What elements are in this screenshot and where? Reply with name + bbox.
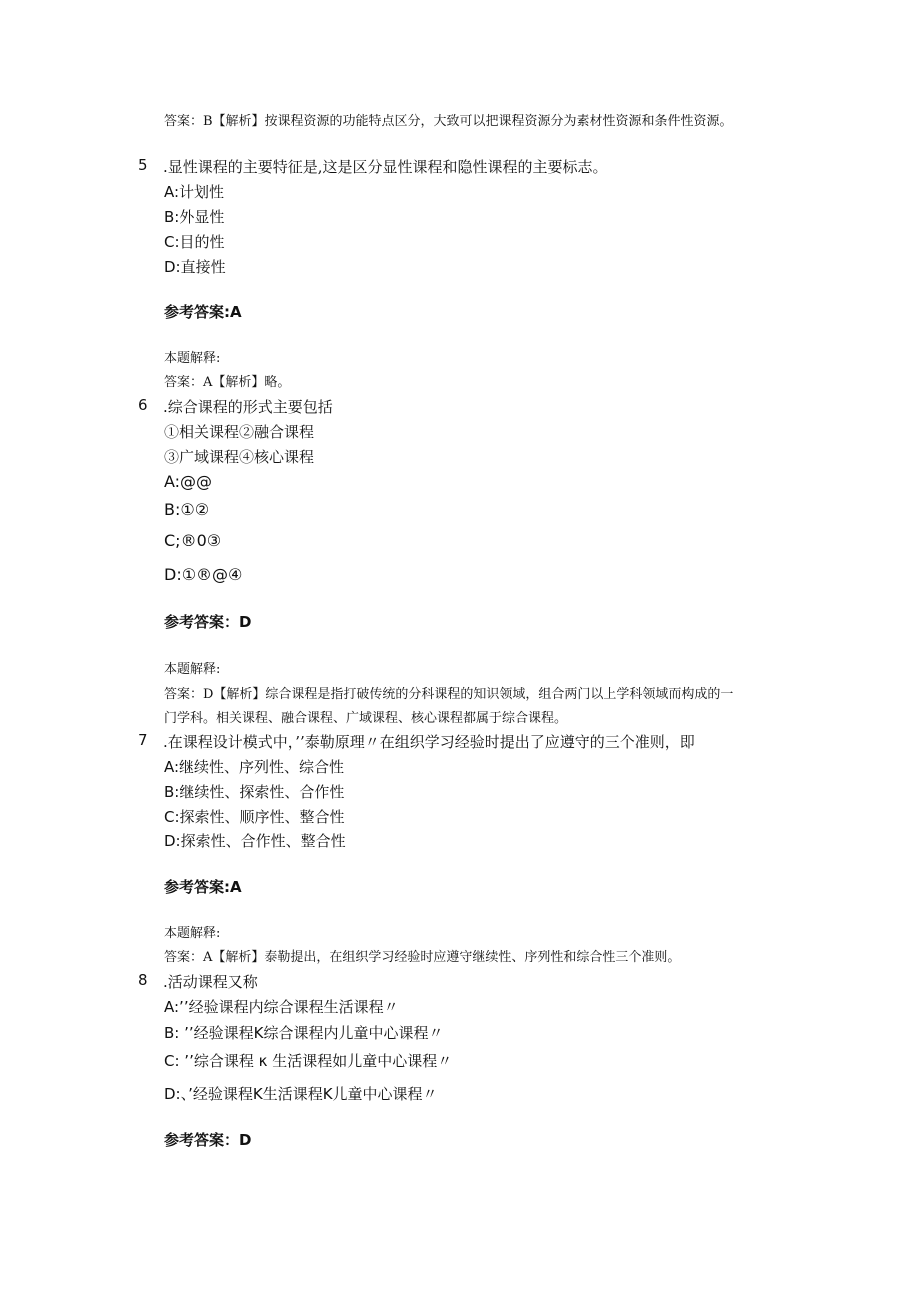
explanation-line: 门学科。相关课程、融合课程、广域课程、核心课程都属于综合课程。 — [164, 711, 568, 726]
option-c: C:目的性 — [164, 233, 225, 251]
explanation-title: 本题解释: — [164, 926, 221, 941]
option-a: A:@@ — [164, 472, 213, 491]
question-number: 6 — [138, 396, 148, 414]
reference-answer: 参考答案：D — [164, 613, 252, 631]
option-c: C;®0③ — [164, 531, 222, 550]
question-number: 7 — [138, 731, 148, 749]
option-a: A:计划性 — [164, 183, 225, 201]
reference-answer: 参考答案:A — [164, 303, 242, 321]
option-b: B:外显性 — [164, 208, 225, 226]
option-b: B: ’’经验课程K综合课程内儿童中心课程〃 — [164, 1024, 444, 1042]
option-d: D:探索性、合作性、整合性 — [164, 832, 346, 850]
question-stem: .综合课程的形式主要包括 — [163, 398, 333, 416]
option-c: C:探索性、顺序性、整合性 — [164, 808, 345, 826]
option-a: A:’’经验课程内综合课程生活课程〃 — [164, 998, 399, 1016]
question-stem-item: ③广域课程④核心课程 — [164, 448, 315, 466]
option-b: B:①② — [164, 500, 210, 519]
explanation-line: 答案：A【解析】略。 — [164, 375, 291, 390]
explanation-title: 本题解释: — [164, 662, 221, 677]
option-c: C: ’’综合课程 κ 生活课程如儿童中心课程〃 — [164, 1052, 453, 1070]
option-b: B:继续性、探索性、合作性 — [164, 783, 345, 801]
question-number: 5 — [138, 156, 148, 174]
question-stem: .显性课程的主要特征是,这是区分显性课程和隐性课程的主要标志。 — [163, 158, 608, 176]
explanation-title: 本题解释: — [164, 351, 221, 366]
question-stem: .活动课程又称 — [163, 973, 258, 991]
explanation-line: 答案：B【解析】按课程资源的功能特点区分，大致可以把课程资源分为素材性资源和条件性资源。 — [164, 114, 733, 129]
reference-answer: 参考答案：D — [164, 1131, 252, 1149]
question-number: 8 — [138, 971, 148, 989]
explanation-line: 答案：A【解析】泰勒提出，在组织学习经验时应遵守继续性、序列性和综合性三个准则。 — [164, 950, 681, 965]
option-d: D:直接性 — [164, 258, 226, 276]
reference-answer: 参考答案:A — [164, 878, 242, 896]
option-d: D:、’经验课程K生活课程K儿童中心课程〃 — [164, 1085, 438, 1103]
question-stem-item: ①相关课程②融合课程 — [164, 423, 315, 441]
option-a: A:继续性、序列性、综合性 — [164, 758, 345, 776]
explanation-line: 答案：D【解析】综合课程是指打破传统的分科课程的知识领域，组合两门以上学科领域而构成的一 — [164, 687, 734, 702]
question-stem: .在课程设计模式中，’’泰勒原理〃在组织学习经验时提出了应遵守的三个准则，即 — [163, 733, 695, 751]
option-d: D:①®@④ — [164, 565, 243, 584]
